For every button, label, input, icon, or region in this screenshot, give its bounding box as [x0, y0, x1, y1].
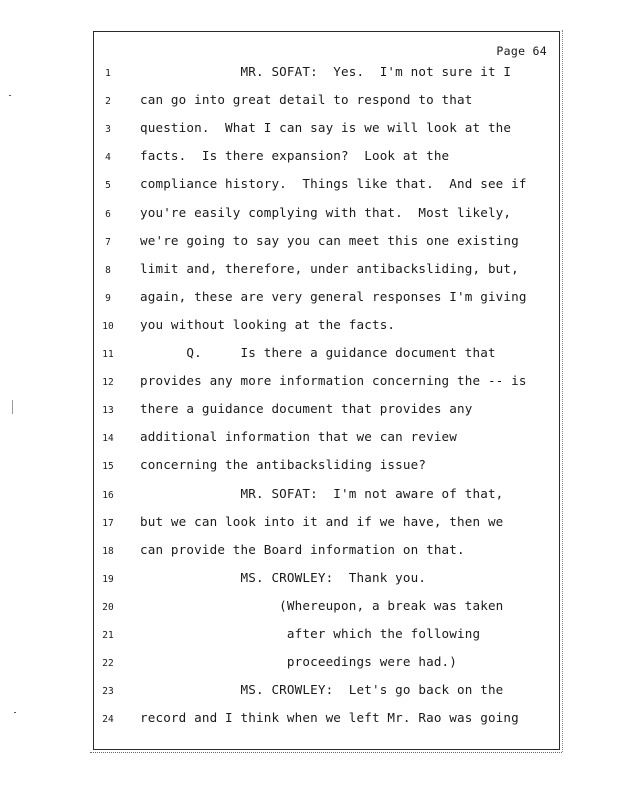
- line-number: 17: [102, 517, 114, 529]
- line-text: provides any more information concerning the -- is: [140, 373, 527, 389]
- transcript-line: [94, 176, 559, 196]
- transcript-line: [94, 64, 559, 84]
- line-text: we're going to say you can meet this one existing: [140, 232, 519, 248]
- line-number: 5: [105, 180, 111, 192]
- transcript-line: [94, 542, 559, 562]
- transcript-line: [94, 289, 559, 309]
- line-text: MR. SOFAT: I'm not aware of that,: [140, 485, 504, 501]
- line-text: MS. CROWLEY: Let's go back on the: [140, 682, 504, 698]
- line-number: 6: [105, 208, 111, 220]
- transcript-line: [94, 682, 559, 702]
- line-number: 18: [102, 545, 114, 557]
- transcript-line: [94, 92, 559, 112]
- transcript-line: [94, 401, 559, 421]
- transcript-line: [94, 148, 559, 168]
- line-number: 4: [105, 152, 111, 164]
- transcript-line: [94, 626, 559, 646]
- line-text: proceedings were had.): [140, 654, 458, 670]
- line-text: concerning the antibacksliding issue?: [140, 457, 427, 473]
- scan-edge-bottom: [90, 752, 562, 753]
- line-number: 16: [102, 489, 114, 501]
- line-number: 1: [105, 68, 111, 79]
- line-text: there a guidance document that provides any: [140, 401, 473, 417]
- line-text: limit and, therefore, under antibacksliding, but,: [140, 260, 519, 276]
- line-number: 12: [102, 377, 114, 389]
- line-number: 19: [102, 573, 114, 585]
- line-text: but we can look into it and if we have, then we: [140, 513, 504, 529]
- scan-edge-right: [562, 30, 563, 752]
- line-number: 24: [102, 714, 114, 726]
- line-number: 8: [105, 264, 111, 276]
- page-number: Page 64: [496, 44, 547, 58]
- transcript-page: [93, 31, 560, 750]
- line-text: Q. Is there a guidance document that: [140, 345, 496, 360]
- line-text: can provide the Board information on that.: [140, 541, 465, 557]
- line-number: 13: [102, 405, 114, 417]
- line-text: additional information that we can review: [140, 429, 458, 445]
- line-number: 23: [102, 686, 114, 698]
- transcript-line: [94, 598, 559, 618]
- transcript-line: [94, 317, 559, 337]
- transcript-line: [94, 205, 559, 225]
- line-text: compliance history. Things like that. And see if: [140, 176, 527, 192]
- line-text: you're easily complying with that. Most likely,: [140, 204, 512, 220]
- transcript-line: [94, 120, 559, 140]
- line-text: after which the following: [140, 626, 481, 641]
- transcript-line: [94, 514, 559, 534]
- scan-mark: [14, 712, 16, 713]
- transcript-line: [94, 233, 559, 253]
- transcript-line: [94, 710, 559, 730]
- line-number: 9: [105, 292, 111, 304]
- scan-mark: [12, 400, 13, 414]
- scan-mark: [9, 95, 11, 96]
- transcript-line: [94, 345, 559, 365]
- line-text: (Whereupon, a break was taken: [140, 597, 504, 613]
- line-number: 22: [102, 658, 114, 670]
- transcript-line: [94, 654, 559, 674]
- line-number: 7: [105, 236, 111, 248]
- line-text: record and I think when we left Mr. Rao was going: [140, 710, 519, 726]
- line-text: you without looking at the facts.: [140, 316, 396, 332]
- transcript-line: [94, 429, 559, 449]
- line-number: 11: [102, 349, 114, 360]
- line-number: 3: [105, 124, 111, 136]
- line-text: question. What I can say is we will look at the: [140, 120, 512, 136]
- line-number: 21: [102, 630, 114, 641]
- line-text: MR. SOFAT: Yes. I'm not sure it I: [140, 64, 512, 79]
- transcript-line: [94, 486, 559, 506]
- line-number: 20: [102, 601, 114, 613]
- line-text: can go into great detail to respond to that: [140, 92, 473, 108]
- line-text: MS. CROWLEY: Thank you.: [140, 569, 427, 585]
- line-number: 15: [102, 461, 114, 473]
- line-text: again, these are very general responses I'm giving: [140, 288, 527, 304]
- line-number: 14: [102, 433, 114, 445]
- transcript-line: [94, 457, 559, 477]
- line-number: 10: [102, 320, 114, 332]
- transcript-line: [94, 570, 559, 590]
- transcript-line: [94, 261, 559, 281]
- line-number: 2: [105, 96, 111, 108]
- line-text: facts. Is there expansion? Look at the: [140, 148, 450, 164]
- transcript-line: [94, 373, 559, 393]
